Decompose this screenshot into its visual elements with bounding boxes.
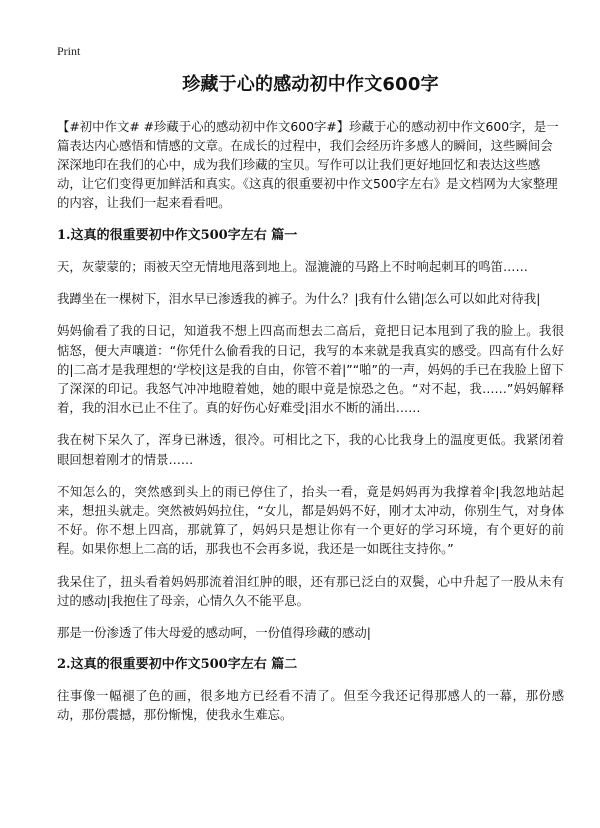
section-heading-1: 1.这真的很重要初中作文500字左右 篇一 [57, 228, 298, 243]
section-2-paragraph-1: 往事像一幅褪了色的画，很多地方已经看不清了。但至今我还记得那感人的一幕，那份感动，那份震撼，那份惭愧，使我永生难忘。 [57, 688, 564, 723]
section-heading-2: 2.这真的很重要初中作文500字左右 篇二 [57, 657, 298, 673]
section-1-paragraph-3: 妈妈偷看了我的日记，知道我不想上四高而想去二高后，竟把日记本甩到了我的脸上。我很惦怒，便大声嚷道：“你凭什么偷看我的日记，我写的本来就是我真实的感受。四高有什么好的|二高才是我理想的‘学校|这是我的自由，你管不着|”“啪”的一声，妈妈的手已在我脸上留下了深深的印记。我怒气冲冲地瞪着她，她的眼中竟是惊恐之色。“对不起，我……”妈妈解释着，我的泪水已止不住了。真的好伤心好难受|泪水不断的涌出…… [57, 323, 564, 416]
section-1-paragraph-4: 我在树下呆久了，浑身已淋透，很冷。可相比之下，我的心比我身上的温度更低。我紧闭着眼回想着刚才的情景…… [57, 432, 564, 467]
section-1-paragraph-7: 那是一份渗透了伟大母爱的感动呵，一份值得珍藏的感动| [57, 625, 371, 641]
page-title: 珍藏于心的感动初中作文600字 [182, 74, 439, 95]
section-1-paragraph-2: 我蹲坐在一棵树下，泪水早已渗透我的裤子。为什么？|我有什么错|怎么可以如此对待我| [57, 291, 541, 307]
section-1-paragraph-1: 天，灰蒙蒙的；雨被天空无情地甩落到地上。湿漉漉的马路上不时响起刺耳的鸣笛…… [57, 259, 528, 274]
print-label: Print [57, 44, 81, 58]
section-1-paragraph-6: 我呆住了，扭头看着妈妈那流着泪红肿的眼，还有那已泛白的双鬓，心中升起了一股从未有过的感动|我抱住了母亲，心情久久不能平息。 [57, 573, 564, 608]
intro-paragraph: 【#初中作文# #珍藏于心的感动初中作文600字#】珍藏于心的感动初中作文600字，是一篇表达内心感悟和情感的文章。在成长的过程中，我们会经历许多感人的瞬间，这些瞬间会深深地印在我们的心中，成为我们珍藏的宝贝。写作可以让我们更好地回忆和表达这些感动，让它们变得更加鲜活和真实。《这真的很重要初中作文500字左右》是文档网为大家整理的内容，让我们一起来看看吧。 [57, 119, 559, 210]
section-1-paragraph-5: 不知怎么的，突然感到头上的雨已停住了，抬头一看，竟是妈妈再为我撑着伞|我忽地站起来，想扭头就走。突然被妈妈拉住，“女儿，都是妈妈不好，刚才太冲动，你别生气，对身体不好。你不想上四高，那就算了，妈妈只是想让你有一个更好的学习环境，有个更好的前程。如果你想上二高的话，那我也不会再多说，我还是一如既往支持你。” [57, 483, 564, 557]
